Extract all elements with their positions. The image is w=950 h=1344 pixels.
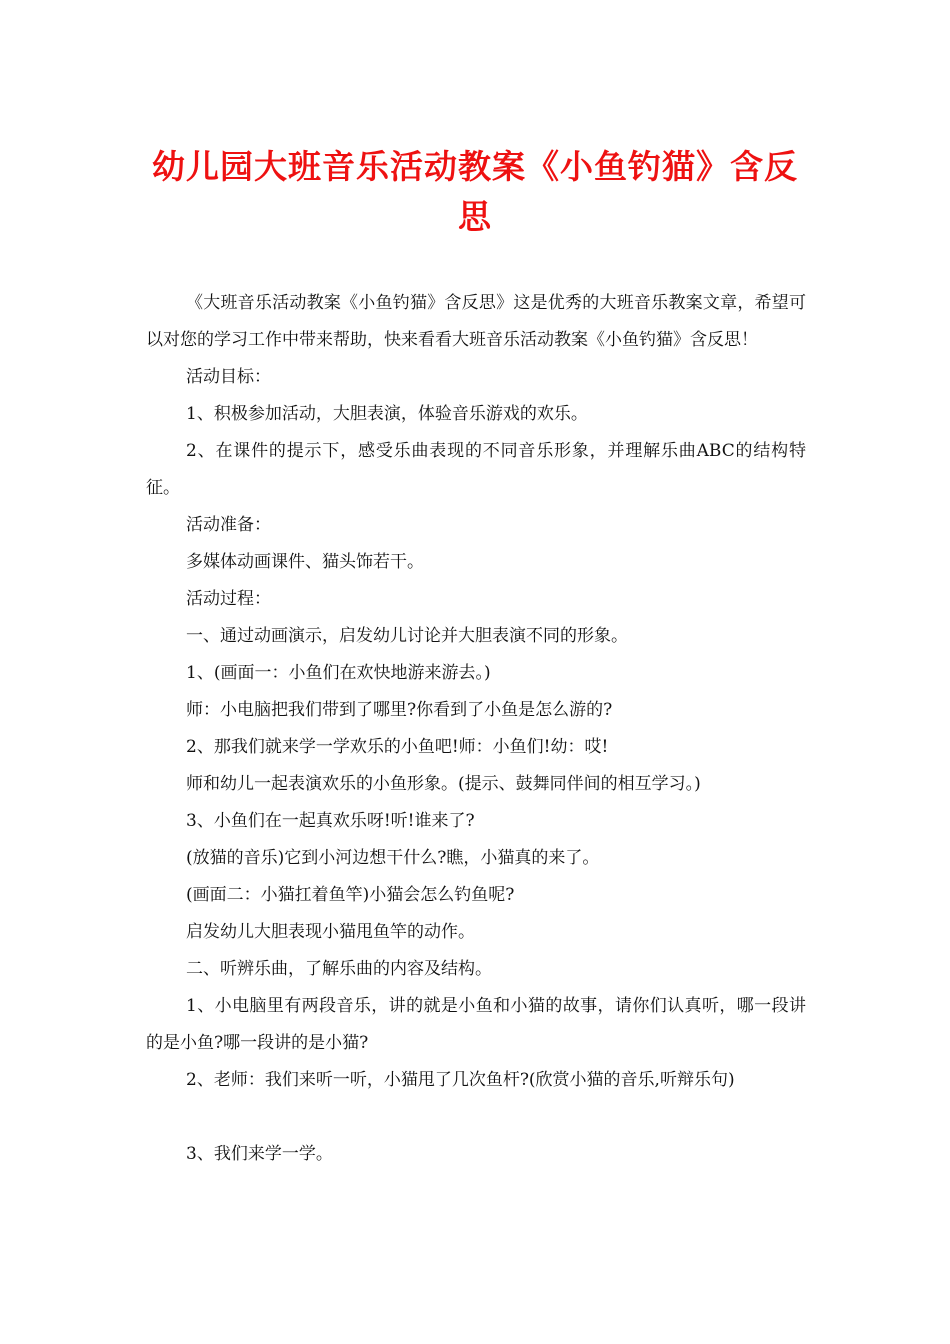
document-body xyxy=(146,285,806,1173)
paragraph: 2、那我们就来学一学欢乐的小鱼吧!师：小鱼们!幼：哎! xyxy=(186,737,609,757)
paragraph: 1、小电脑里有两段音乐，讲的就是小鱼和小猫的故事，请你们认真听，哪一段讲的是小鱼?哪一段讲的是小猫? xyxy=(146,996,806,1053)
paragraph: 1、(画面一：小鱼们在欢快地游来游去。) xyxy=(186,663,491,683)
paragraph: 活动过程： xyxy=(186,589,271,609)
paragraph: 《大班音乐活动教案《小鱼钓猫》含反思》这是优秀的大班音乐教案文章，希望可以对您的学习工作中带来帮助，快来看看大班音乐活动教案《小鱼钓猫》含反思！ xyxy=(146,293,806,350)
paragraph: 多媒体动画课件、猫头饰若干。 xyxy=(186,552,424,572)
paragraph: 2、在课件的提示下，感受乐曲表现的不同音乐形象，并理解乐曲ABC的结构特征。 xyxy=(146,441,806,498)
paragraph: 1、积极参加活动，大胆表演，体验音乐游戏的欢乐。 xyxy=(186,404,588,424)
paragraph: (画面二：小猫扛着鱼竿)小猫会怎么钓鱼呢? xyxy=(186,885,515,905)
paragraph: 师：小电脑把我们带到了哪里?你看到了小鱼是怎么游的? xyxy=(186,700,613,720)
paragraph: 活动目标： xyxy=(186,367,271,387)
document-title: 幼儿园大班音乐活动教案《小鱼钓猫》含反思 xyxy=(152,147,798,236)
paragraph: 二、听辨乐曲，了解乐曲的内容及结构。 xyxy=(186,959,492,979)
paragraph: 3、小鱼们在一起真欢乐呀!听!谁来了? xyxy=(186,811,475,831)
paragraph: 师和幼儿一起表演欢乐的小鱼形象。(提示、鼓舞同伴间的相互学习。) xyxy=(186,774,701,794)
paragraph: (放猫的音乐)它到小河边想干什么?瞧，小猫真的来了。 xyxy=(186,848,600,868)
paragraph: 2、老师：我们来听一听，小猫甩了几次鱼杆?(欣赏小猫的音乐,听辩乐句) xyxy=(186,1070,735,1090)
paragraph: 一、通过动画演示，启发幼儿讨论并大胆表演不同的形象。 xyxy=(186,626,628,646)
paragraph: 3、我们来学一学。 xyxy=(186,1144,333,1164)
paragraph: 活动准备： xyxy=(186,515,271,535)
paragraph: 启发幼儿大胆表现小猫甩鱼竿的动作。 xyxy=(186,922,475,942)
